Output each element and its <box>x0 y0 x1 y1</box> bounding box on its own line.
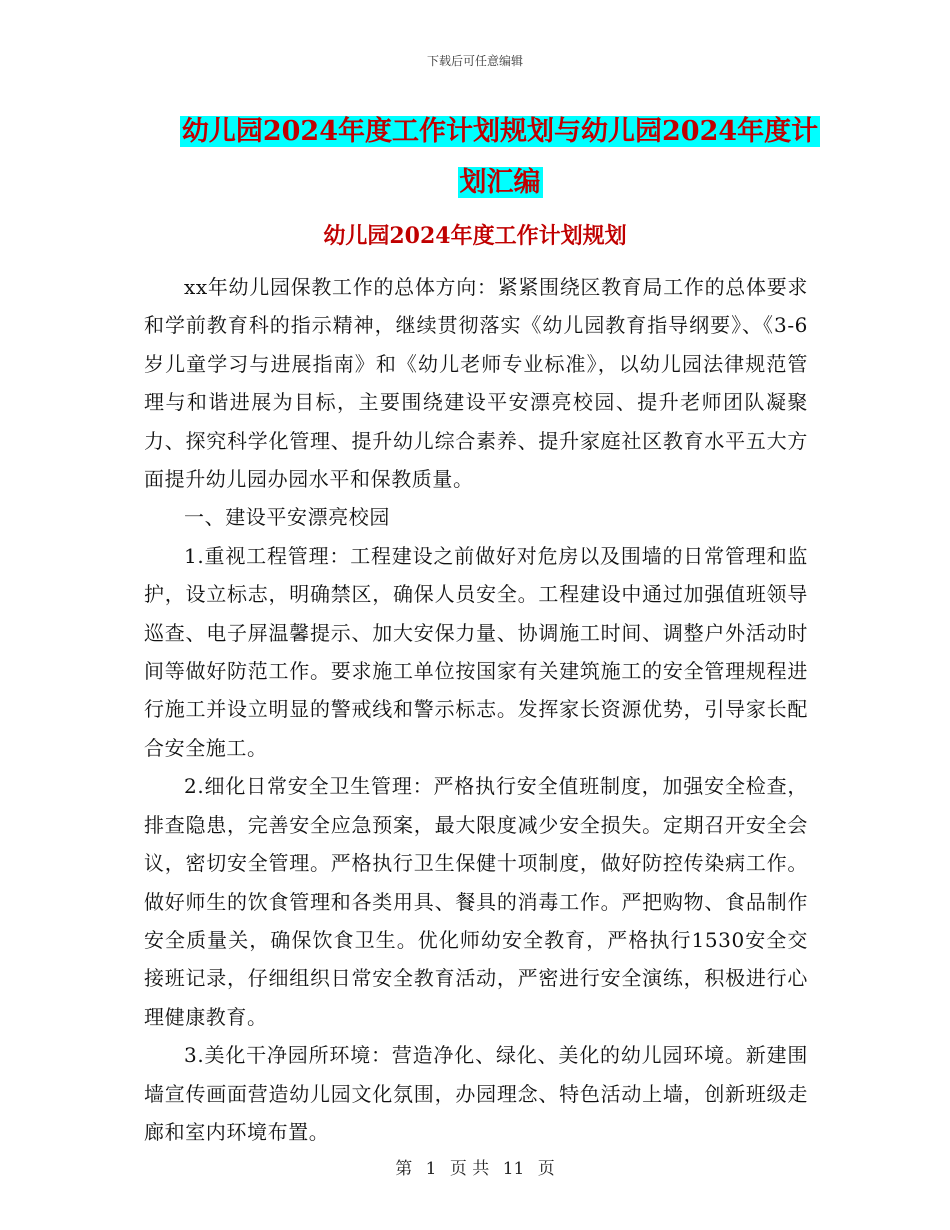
document-title-line-1: 幼儿园2024年度工作计划规划与幼儿园2024年度计 <box>181 116 819 147</box>
page-footer <box>0 1154 950 1179</box>
paragraph-item-3: 3.美化干净园所环境：营造净化、绿化、美化的幼儿园环境。新建围墙宣传画面营造幼儿园文化氛围，办园理念、特色活动上墙，创新班级走廊和室内环境布置。 <box>144 1043 808 1144</box>
paragraph-intro: xx年幼儿园保教工作的总体方向：紧紧围绕区教育局工作的总体要求和学前教育科的指示精神，继续贯彻落实《幼儿园教育指导纲要》、《3-6岁儿童学习与进展指南》和《幼儿老师专业标准》，以幼儿园法律规范管理与和谐进展为目标，主要围绕建设平安漂亮校园、提升老师团队凝聚力、探究科学化管理、提升幼儿综合素养、提升家庭社区教育水平五大方面提升幼儿园办园水平和保教质量。 <box>144 275 808 492</box>
document-title-line-2: 划汇编 <box>459 167 541 198</box>
footer-page-number: 1 <box>425 1159 437 1179</box>
section-title: 幼儿园2024年度工作计划规划 <box>323 223 627 249</box>
footer-total-pages: 11 <box>502 1159 525 1179</box>
header-note: 下载后可任意编辑 <box>426 54 523 68</box>
document-title <box>150 106 850 208</box>
paragraph-item-1: 1.重视工程管理：工程建设之前做好对危房以及围墙的日常管理和监护，设立标志，明确禁区，确保人员安全。工程建设中通过加强值班领导巡查、电子屏温馨提示、加大安保力量、协调施工时间、调整户外活动时间等做好防范工作。要求施工单位按国家有关建筑施工的安全管理规程进行施工并设立明显的警戒线和警示标志。发挥家长资源优势，引导家长配合安全施工。 <box>144 543 808 760</box>
footer-suffix: 页 <box>537 1159 555 1179</box>
document-body <box>144 268 808 1151</box>
footer-prefix: 第 <box>395 1159 413 1179</box>
paragraph-heading-1: 一、建设平安漂亮校园 <box>184 505 390 530</box>
footer-mid: 页 共 <box>449 1159 490 1179</box>
paragraph-item-2: 2.细化日常安全卫生管理：严格执行安全值班制度，加强安全检查，排查隐患，完善安全应急预案，最大限度减少安全损失。定期召开安全会议，密切安全管理。严格执行卫生保健十项制度，做好防控传染病工作。做好师生的饮食管理和各类用具、餐具的消毒工作。严把购物、食品制作安全质量关，确保饮食卫生。优化师幼安全教育，严格执行1530安全交接班记录，仔细组织日常安全教育活动，严密进行安全演练，积极进行心理健康教育。 <box>144 774 808 1029</box>
